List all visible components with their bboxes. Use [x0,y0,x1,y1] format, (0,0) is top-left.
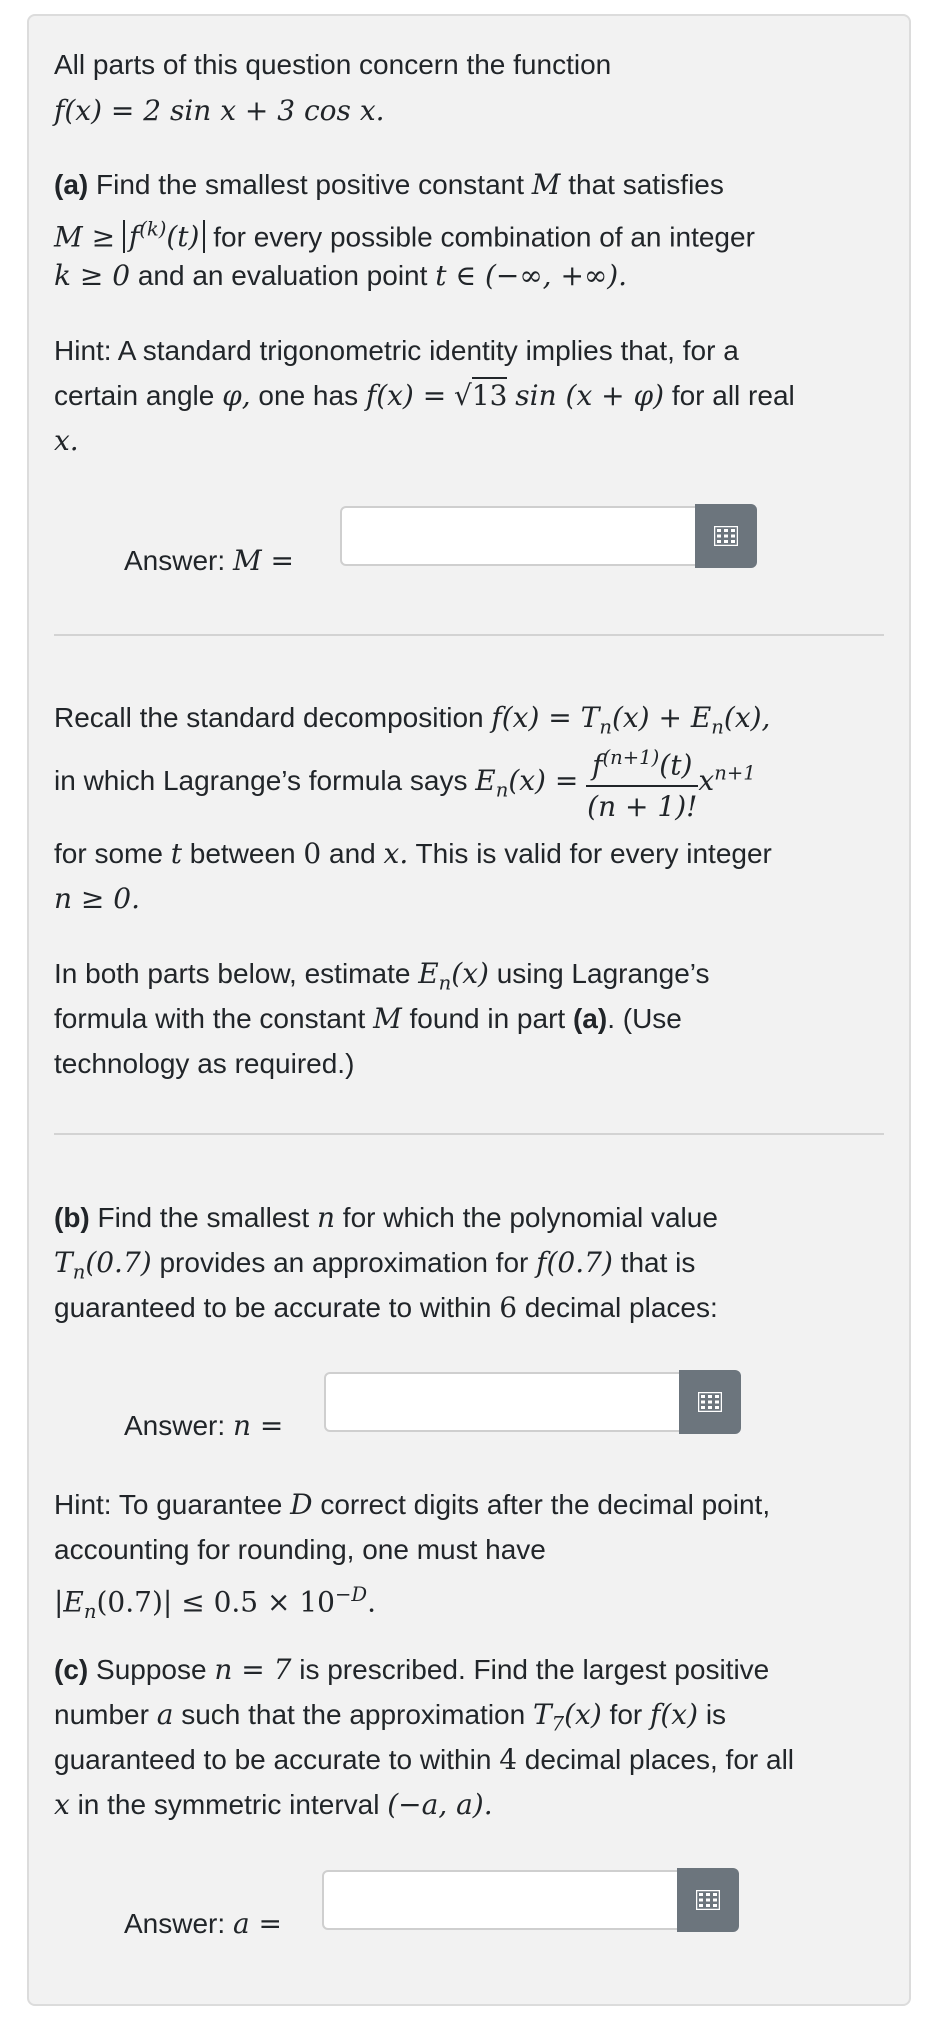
answer-a-label: Answer: a = [124,1907,282,1940]
part-a-line2: $M \ge f^{(k)}(t)$ for every possible combination of an integer [54,218,755,254]
recall-line3: for some t between 0 and x. This is valid for every integer [54,837,772,870]
part-c-line4: x in the symmetric interval (−a, a). [54,1788,493,1821]
part-b-hint-line3: $|E_n(0.7)| \le 0.5 \times 10^{-D}$. [54,1583,377,1623]
recall-line2: in which Lagrange’s formula says $E_n(x)$ = $\frac{f^{(n+1)}(t)}{(n + 1)!}$ $x^{n+1}$ [54,738,756,827]
part-a-hint-line1: Hint: A standard trigonometric identity implies that, for a [54,335,739,366]
part-a-hint-line3: x. [54,424,79,457]
part-a-line1: (a) Find the smallest positive constant M that satisfies [54,168,724,201]
answer-n-label: Answer: n = [124,1409,284,1442]
divider [54,1133,884,1135]
keypad-icon [714,526,738,546]
answer-m-label: Answer: M = [124,544,294,577]
keypad-icon [698,1392,722,1412]
lagrange-fraction: $\frac{f^{(n+1)}(t)}{(n + 1)!}$ [586,738,698,827]
part-b-line1: (b) Find the smallest n for which the polynomial value [54,1201,718,1234]
estimate-line3: technology as required.) [54,1048,355,1079]
part-b-hint-line2: accounting for rounding, one must have [54,1534,546,1565]
part-c-line2: number a such that the approximation $T_7(x)$ for f(x) is [54,1698,727,1736]
answer-n-input[interactable] [324,1372,682,1432]
divider [54,634,884,636]
answer-a-input[interactable] [322,1870,680,1930]
recall-line1: Recall the standard decomposition $f(x) = T_n(x) + E_n(x)$, [54,701,771,739]
keypad-icon [696,1890,720,1910]
part-b-hint-line1: Hint: To guarantee D correct digits after the decimal point, [54,1488,771,1521]
intro-function: f(x) = 2 sin x + 3 cos x. [54,94,385,127]
intro-line: All parts of this question concern the function [54,49,612,80]
estimate-line1: In both parts below, estimate $E_n(x)$ using Lagrange’s [54,957,710,995]
answer-m-keypad-button[interactable] [695,504,757,568]
estimate-line2: formula with the constant M found in part (a). (Use [54,1002,682,1035]
answer-n-keypad-button[interactable] [679,1370,741,1434]
part-c-line3: guaranteed to be accurate to within 4 decimal places, for all [54,1743,795,1776]
part-a-hint-line2: certain angle φ, one has f(x) = √13 sin (x + φ) for all real [54,379,795,412]
answer-m-input[interactable] [340,506,698,566]
part-b-line3: guaranteed to be accurate to within 6 decimal places: [54,1291,718,1324]
part-b-line2: $T_n(0.7)$ provides an approximation for f(0.7) that is [54,1246,696,1284]
recall-line4: n ≥ 0. [54,882,141,915]
part-c-line1: (c) Suppose n = 7 is prescribed. Find the largest positive [54,1653,770,1686]
answer-a-keypad-button[interactable] [677,1868,739,1932]
part-a-line3: k ≥ 0 and an evaluation point t ∈ (−∞, +∞). [54,259,628,292]
